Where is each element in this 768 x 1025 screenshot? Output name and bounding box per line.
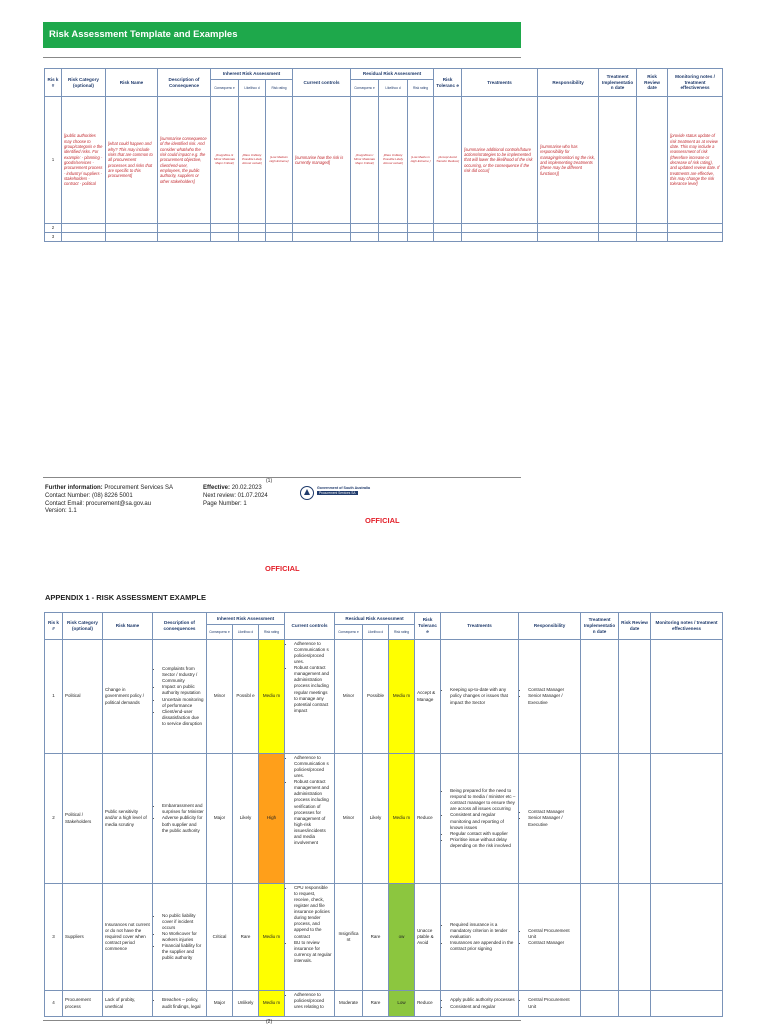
header-responsibility: Responsibility [538,69,599,97]
header-sub-consequence: Consequenc e [335,625,363,640]
cell-inherent-likelihood: [Rare Unlikely Possible Likely Almost certain] [239,97,266,224]
header-residual: Residual Risk Assessment [351,69,434,80]
cell-inherent-consequence: Minor [207,640,233,754]
table-row [45,640,723,754]
cell-impl-date [581,884,619,991]
cell-responsibility [519,884,581,991]
bullet-item: • BU to review insurance for currency at regular intervals. [294,940,332,964]
bullet-item: • Adverse publicity for both supplier and the public authority [162,815,204,833]
bullet-item: • Consistent and regular monitoring and reporting of known issues [450,812,516,830]
cell-current-controls [285,754,335,884]
cell-tolerance: Reduce [415,754,441,884]
cell-risk-name: [what could happen and why? This may include risks that are common to all procurement processes and risks that are specific to this procurement] [106,97,158,224]
cell-tolerance: [Accept Avoid Transfer Reduce] [434,97,462,224]
cell-tolerance: Unacce ptable & Avoid [415,884,441,991]
page-banner: Risk Assessment Template and Examples [43,22,521,48]
cell-inherent-consequence: Critical [207,884,233,991]
header-tolerance: Risk Toleranc e [415,613,441,640]
cell-description [153,754,207,884]
cell-residual-likelihood: Rare [363,991,389,1017]
header-inherent: Inherent Risk Assessment [207,613,285,625]
cell-impl-date [581,991,619,1017]
header-sub-rating: Risk rating [408,80,434,97]
header-sub-consequence: Consequenc e [207,625,233,640]
official-marking: OFFICIAL [365,516,400,525]
bullet-item: • Impact on public authority reputation [162,684,204,696]
cell-inherent-rating: Mediu m [259,991,285,1017]
contact-email: Contact Email: procurement@sa.gov.au [45,500,152,507]
bullet-item: • No Workcover for workers injuries [162,931,204,943]
bullet-item: • Contract Manager [528,687,578,693]
cell-review-date [619,640,651,754]
cell-review-date [619,884,651,991]
header-sub-likelihood: Likelihoo d [363,625,389,640]
table-row [45,754,723,884]
cell-treatments [441,754,519,884]
header-monitoring: Monitoring notes / treatment effectiveness [668,69,723,97]
cell-residual-consequence: [Insignifican t Minor Moderate Major Critical] [351,97,379,224]
cell-risk-name: Public sensitivity and/or a high level of media scrutiny [103,754,153,884]
bullet-item: • Contract Manager [528,809,578,815]
cell-description [153,640,207,754]
page-marker: (2) [266,1019,273,1025]
cell-risk-name: Lack of probity, unethical [103,991,153,1017]
bullet-item: • Consistent and regular [450,1004,516,1010]
bullet-item: • Insurances are appended in the contract prior signing [450,940,516,952]
cell-review-date [619,991,651,1017]
bullet-item: • Central Procurement Unit [528,928,578,940]
bullet-item: • Adherence to Communication s policies/proced ures. [294,755,332,779]
header-risk-name: Risk Name [106,69,158,97]
cell-current-controls [285,640,335,754]
cell-inherent-likelihood: Unlikely [233,991,259,1017]
cell-residual-consequence: Insignifica nt [335,884,363,991]
page-marker: (1) [266,478,273,484]
bullet-item: • Keeping up-to-date with any policy changes or issues that impact the Sector [450,687,516,705]
cell-tolerance: Reduce [415,991,441,1017]
header-treatments: Treatments [462,69,538,97]
version: Version: 1.1 [45,508,77,515]
table-row [45,991,723,1017]
cell-inherent-rating: Mediu m [259,640,285,754]
cell-risk-name: Insurances not current or do not have the required cover when contract period commence [103,884,153,991]
bullet-item: • Required insurance is a mandatory criterion in tender evaluation [450,922,516,940]
cell-residual-likelihood: Rare [363,884,389,991]
bullet-item: • Uncertain monitoring of performance [162,697,204,709]
bullet-item: • Adherence to policies/proced ures relating to [294,992,332,1010]
effective-label: Effective: [203,485,231,491]
bullet-item: • Embarrassment and surprises for Minister [162,803,204,815]
cell-description [153,884,207,991]
table-row [45,884,723,991]
cell-monitoring: [provide status update of risk treatment as at review date. This may include a reassessment of risk (therefore increase or decrease of risk rating), and updated review date. If treatments are effective, this may change the risk tolerance level] [668,97,723,224]
header-residual: Residual Risk Assessment [335,613,415,625]
bullet-item: • Prioritise issue without delay depending on the risk involved [450,837,516,849]
cell-residual-rating: Low [389,991,415,1017]
logo-line1: Government of South Australia [317,486,370,490]
cell-inherent-rating: Mediu m [259,884,285,991]
cell-monitoring [651,640,723,754]
risk-example-table [44,612,723,1017]
cell-monitoring [651,884,723,991]
cell-treatments [441,991,519,1017]
bullet-item: • Complaints from Sector / Industry / Community [162,666,204,684]
cell-description: [summarise consequence of the identified risk. And consider what/who the risk could impact e.g. the procurement objective, client/end-user, employees, the public authority, suppliers or other stakeholders] [158,97,211,224]
row-number: 2 [45,224,62,233]
header-risk-no: Ris k # [45,613,63,640]
header-sub-consequence: Consequenc e [211,80,239,97]
header-sub-consequence: Consequenc e [351,80,379,97]
row-number: 2 [45,754,63,884]
cell-monitoring [651,754,723,884]
cell-category: [public authorities may choose to group/categoris e the identified risks. For example: - planning - goods/services - procurement process - industry/ suppliers - stakeholders - contract - political [62,97,106,224]
header-inherent: Inherent Risk Assessment [211,69,293,80]
header-impl-date: Treatment Implementatio n date [599,69,637,97]
cell-residual-consequence: Moderate [335,991,363,1017]
cell-inherent-consequence: Major [207,754,233,884]
row-number: 4 [45,991,63,1017]
government-logo [300,484,370,502]
cell-responsibility [519,991,581,1017]
footer-divider [43,477,521,478]
cell-responsibility [519,754,581,884]
header-category: Risk Category (optional) [62,69,106,97]
cell-current-controls [285,991,335,1017]
header-impl-date: Treatment Implementatio n date [581,613,619,640]
cell-residual-consequence: Minor [335,640,363,754]
risk-template-table [44,68,723,242]
appendix-title: APPENDIX 1 - RISK ASSESSMENT EXAMPLE [45,593,207,602]
cell-impl-date [581,640,619,754]
bullet-item: • Robust contract management and administration process including verification of processes for management of high-risk issues/incidents and media involvement [294,779,332,846]
cell-inherent-likelihood: Likely [233,754,259,884]
contact-number: Contact Number: (08) 8226 5001 [45,492,133,499]
bullet-item: • Financial liability for the supplier and public authority [162,943,204,961]
bullet-item: • Adherence to Communication s policies/proced ures. [294,641,332,665]
cell-category: Political / Stakeholders [63,754,103,884]
header-current-controls: Current controls [285,613,335,640]
bullet-item: • Regular contact with supplier [450,831,516,837]
effective-value: 20.02.2023 [231,485,262,491]
header-sub-rating: Risk rating [259,625,285,640]
page-number: Page Number: 1 [203,500,247,507]
cell-category: Procurement process [63,991,103,1017]
cell-impl-date [599,97,637,224]
header-review-date: Risk Review date [637,69,668,97]
cell-treatments: [summarise additional controls/future actions/strategies to be implemented that will lower the likelihood of the risk occurring, or the consequence if the risk did occur] [462,97,538,224]
cell-residual-likelihood: Possible [363,640,389,754]
footer-contact [45,485,173,516]
cell-residual-likelihood: [Rare Unlikely Possible Likely Almost certain] [379,97,408,224]
cell-residual-rating: Mediu m [389,640,415,754]
bullet-item: • CPU responsible to request, receive, check, register and file insurance policies during tender process, and append to the contract [294,885,332,940]
header-description: Description of consequences [153,613,207,640]
official-marking: OFFICIAL [265,564,300,573]
header-tolerance: Risk Toleranc e [434,69,462,97]
cell-tolerance: Accept & Manage [415,640,441,754]
template-row [45,224,723,233]
cell-residual-rating: Mediu m [389,754,415,884]
template-row [45,233,723,242]
bullet-item: • No public liability cover if incident occurs [162,913,204,931]
header-risk-no: Ris k # [45,69,62,97]
logo-line2: Procurement Services SA [319,491,356,495]
header-review-date: Risk Review date [619,613,651,640]
cell-residual-likelihood: Likely [363,754,389,884]
cell-inherent-consequence: [Insignifica nt Minor Moderate Major Critical] [211,97,239,224]
header-risk-name: Risk Name [103,613,153,640]
cell-impl-date [581,754,619,884]
bullet-item: • Central Procurement Unit [528,997,578,1009]
header-treatments: Treatments [441,613,519,640]
cell-inherent-likelihood: Possibl e [233,640,259,754]
bullet-item: • Client/end-user dissatisfaction due to service disruption [162,709,204,727]
row-number: 3 [45,884,63,991]
cell-residual-rating: [Low Mediu m High Extreme ] [408,97,434,224]
cell-review-date [637,97,668,224]
header-sub-likelihood: Likelihoo d [239,80,266,97]
cell-current-controls [285,884,335,991]
cell-responsibility: [summarise who has responsibility for managing/monitori ng the risk, and implementing treatments (these may be different functions)] [538,97,599,224]
cell-risk-name: Change in government policy / political demands [103,640,153,754]
cell-inherent-consequence: Major [207,991,233,1017]
cell-category: Suppliers [63,884,103,991]
cell-inherent-likelihood: Rare [233,884,259,991]
cell-review-date [619,754,651,884]
header-description: Description of Consequence [158,69,211,97]
row-number: 1 [45,640,63,754]
bullet-item: • Contract Manager [528,940,578,946]
bullet-item: • Breaches – policy, audit findings, legal [162,997,204,1009]
header-sub-likelihood: Likelihoo d [233,625,259,640]
cell-responsibility [519,640,581,754]
cell-inherent-rating: [Low Medium High Extreme] [266,97,293,224]
cell-treatments [441,640,519,754]
cell-treatments [441,884,519,991]
header-category: Risk Category (optional) [63,613,103,640]
bullet-item: • Being prepared for the need to respond to media / minister etc – contract manager to ensure they are across all issues occurring [450,788,516,812]
divider [43,57,521,58]
bullet-item: • Robust contract management and administration process including regular meetings to manage any potential contract impact [294,665,332,714]
row-number: 1 [45,97,62,224]
further-value: Procurement Services SA [104,485,174,491]
page-bottom-divider [43,1020,521,1021]
bullet-item: • Senior Manager / Executive [528,693,578,705]
bullet-item: • Senior Manager / Executive [528,815,578,827]
header-current-controls: Current controls [293,69,351,97]
header-sub-likelihood: Likelihoo d [379,80,408,97]
cell-description [153,991,207,1017]
next-review: Next review: 01.07.2024 [203,492,268,499]
footer-dates [203,485,268,508]
cell-monitoring [651,991,723,1017]
cell-current-controls: [summarise how the risk is currently managed] [293,97,351,224]
cell-category: Political [63,640,103,754]
further-label: Further information: [45,485,103,491]
cell-residual-consequence: Minor [335,754,363,884]
template-row [45,97,723,224]
bullet-item: • Apply public authority processes [450,997,516,1003]
crest-icon [300,485,314,501]
header-responsibility: Responsibility [519,613,581,640]
row-number: 3 [45,233,62,242]
header-monitoring: Monitoring notes / treatment effectiveness [651,613,723,640]
cell-inherent-rating: High [259,754,285,884]
header-sub-rating: Risk rating [266,80,293,97]
header-sub-rating: Risk rating [389,625,415,640]
cell-residual-rating: ow [389,884,415,991]
